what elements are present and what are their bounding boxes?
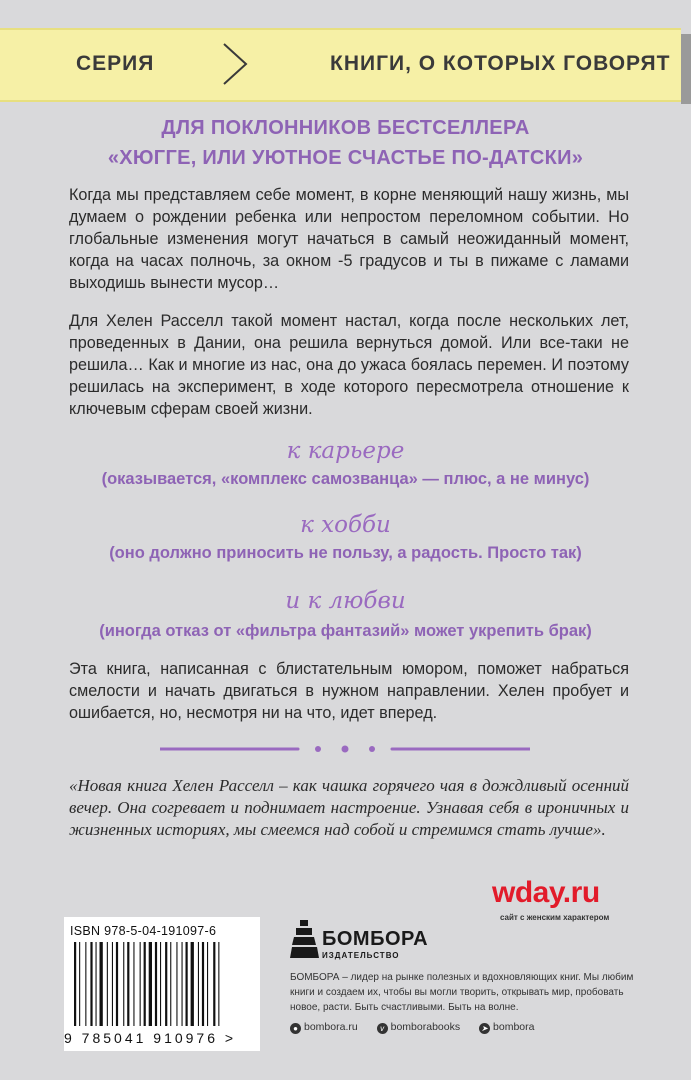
sphere-career-script: к карьере xyxy=(286,438,405,464)
barcode-bars xyxy=(70,942,250,1026)
headline-line2: «ХЮГГЕ, ИЛИ УЮТНОЕ СЧАСТЬЕ ПО-ДАТСКИ» xyxy=(107,147,584,169)
paragraph-story: Для Хелен Расселл такой момент настал, когда после нескольких лет, проведенных в Дании, она решила вернуться домой. Или все-таки не решила… Как и многие из нас, она до ужаса боялась перемен. И поэтому решилась на эксперимент, в ходе которого пересмотрела отношение к ключевым сферам своей жизни. xyxy=(69,312,629,418)
social-other-label: bombora xyxy=(493,1021,535,1033)
vk-icon: v xyxy=(377,1023,388,1034)
globe-icon: ● xyxy=(290,1023,301,1034)
headline-line1: ДЛЯ ПОКЛОННИКОВ БЕСТСЕЛЛЕРА xyxy=(161,117,530,139)
publisher-socials xyxy=(290,1021,550,1034)
social-vk-label: bomborabooks xyxy=(390,1021,461,1033)
paragraph-intro: Когда мы представляем себе момент, в корне меняющий нашу жизнь, мы думаем о рождении ребенка или непростом переломном событии. Но глобальные изменения могут начаться в самый неожиданный момент, когда на часах полночь, за окном -5 градусов и ты в пижаме с ламами выходишь вынести мусор… xyxy=(69,186,629,292)
wday-logo: wday.ru xyxy=(492,876,600,909)
series-banner xyxy=(0,28,681,102)
social-vk[interactable] xyxy=(377,1021,460,1034)
publisher-sub: ИЗДАТЕЛЬСТВО xyxy=(322,951,400,960)
sphere-hobby-note: (оно должно приносить не пользу, а радость. Просто так) xyxy=(109,544,582,562)
barcode-digits: 9 785041 910976 > xyxy=(64,1030,237,1046)
sphere-love-note: (иногда отказ от «фильтра фантазий» может укрепить брак) xyxy=(99,622,592,640)
sphere-career-note: (оказывается, «комплекс самозванца» — плюс, а не минус) xyxy=(101,470,590,488)
publisher-name: БОМБОРА xyxy=(322,928,429,950)
chevron-right-icon xyxy=(220,40,250,88)
telegram-icon: ➤ xyxy=(479,1023,490,1034)
social-website-label: bombora.ru xyxy=(304,1021,358,1033)
wday-tagline: сайт с женским характером xyxy=(500,913,610,922)
series-label: СЕРИЯ xyxy=(76,52,155,75)
paragraph-summary: Эта книга, написанная с блистательным юмором, поможет набраться смелости и начать двигаться в нужном направлении. Хелен пробует и ошибается, но, несмотря ни на что, идет вперед. xyxy=(69,660,629,722)
publisher-description: БОМБОРА – лидер на рынке полезных и вдохновляющих книг. Мы любим книги и создаем их, чтобы вы могли творить, открывать мир, пробовать новое, расти. Быть счастливыми. Быть на волне. xyxy=(290,972,634,1013)
isbn-label: ISBN 978-5-04-191097-6 xyxy=(70,924,217,938)
sphere-hobby-script: к хобби xyxy=(300,512,391,538)
social-website[interactable] xyxy=(290,1021,358,1034)
bombora-logo-icon xyxy=(290,918,320,962)
series-title: КНИГИ, О КОТОРЫХ ГОВОРЯТ xyxy=(330,52,671,75)
review-quote: «Новая книга Хелен Расселл – как чашка горячего чая в дождливый осенний вечер. Она согревает и поднимает настроение. Узнавая себя в ироничных и жизненных историях, мы смеемся над собой и стремимся стать лучше». xyxy=(69,776,629,839)
sphere-love-script: и к любви xyxy=(285,588,406,614)
ornament-divider xyxy=(160,740,530,758)
social-other[interactable] xyxy=(479,1021,534,1034)
